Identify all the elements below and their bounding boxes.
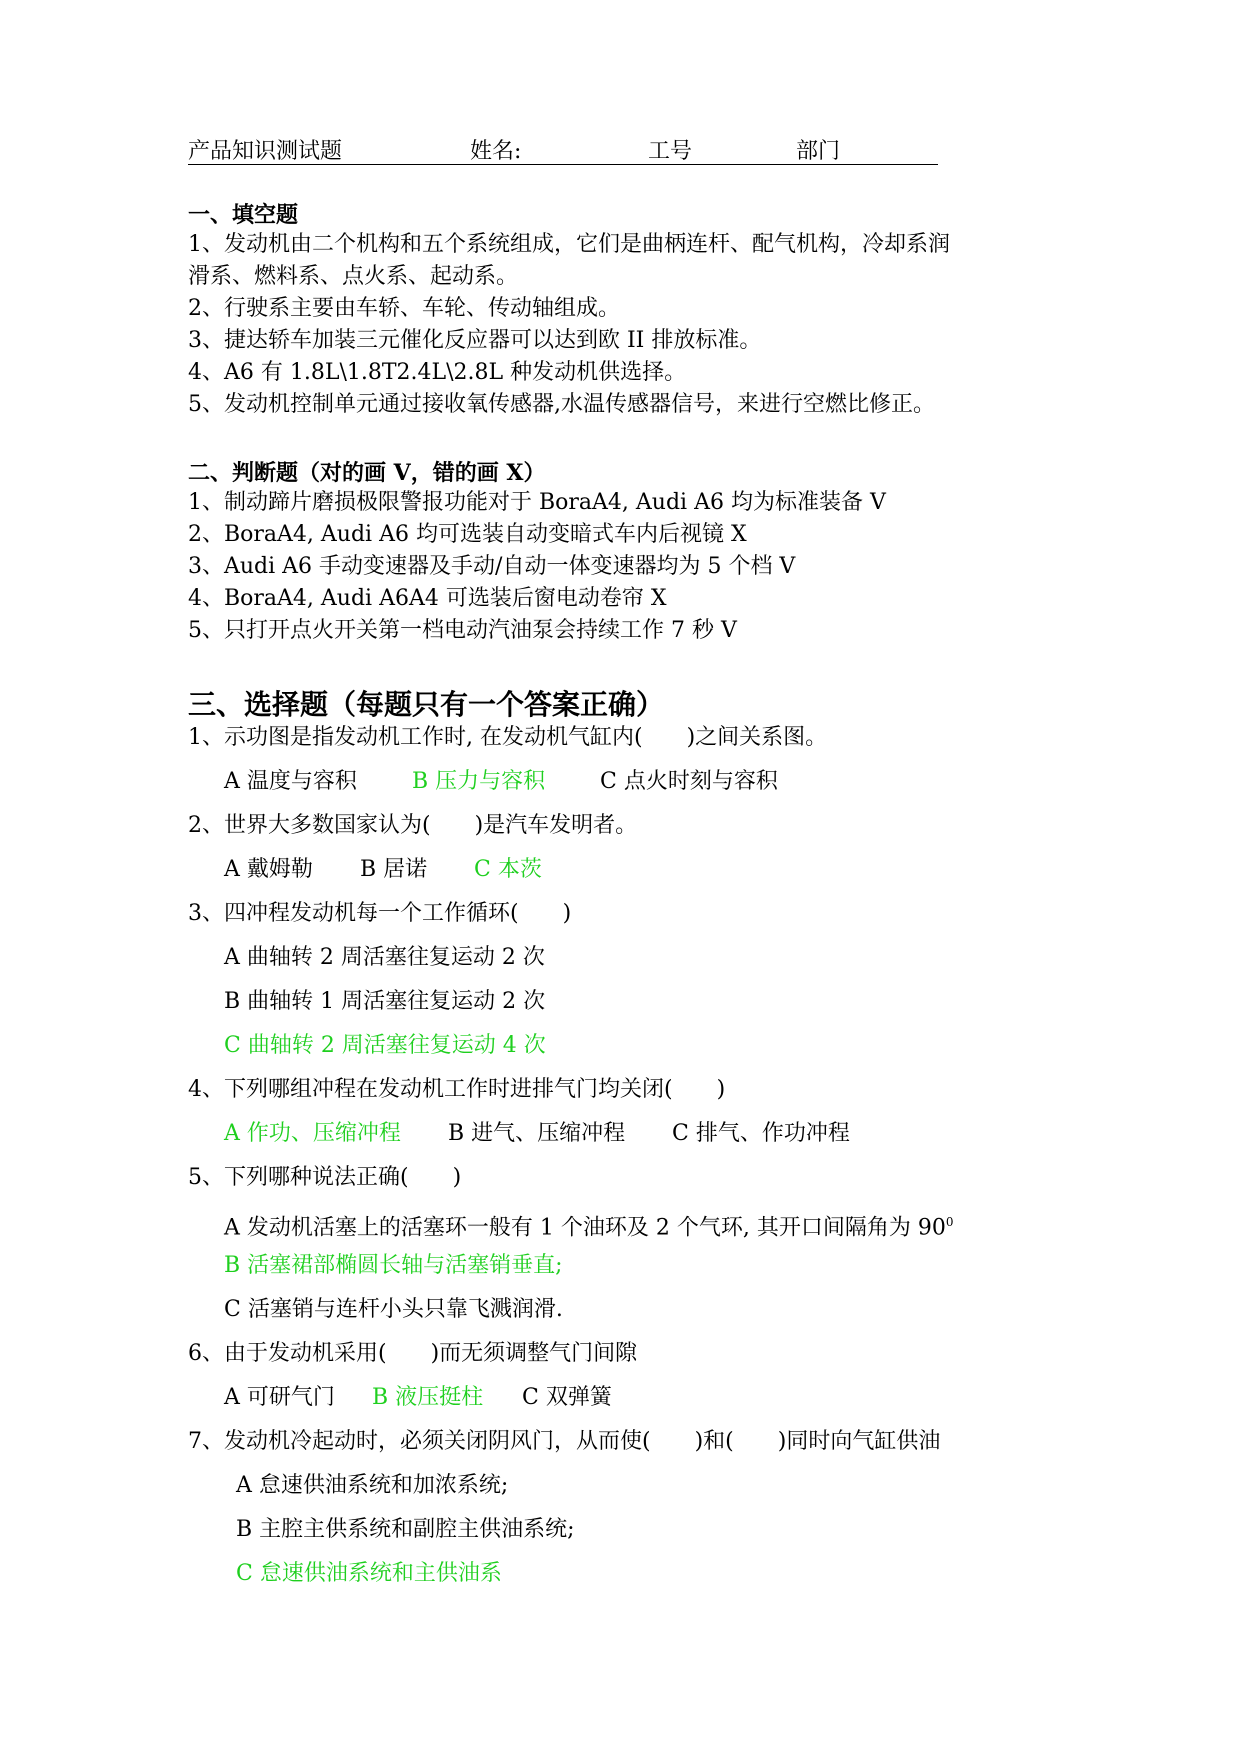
q5-option-b-answer: B 活塞裙部椭圆长轴与活塞销垂直; [224, 1253, 563, 1278]
q2-option-c-answer: C 本茨 [474, 857, 542, 882]
q5-option-c: C 活塞销与连杆小头只靠飞溅润滑. [224, 1297, 563, 1322]
q4-option-a-answer: A 作功、压缩冲程 [224, 1121, 401, 1146]
question-3: 3、四冲程发动机每一个工作循环( ) [188, 901, 572, 926]
section2-line: 2、BoraA4, Audi A6 均可选装自动变暗式车内后视镜 X [188, 522, 747, 547]
question-1: 1、示功图是指发动机工作时, 在发动机气缸内( )之间关系图。 [188, 725, 828, 750]
q4-option-c: C 排气、作功冲程 [672, 1121, 850, 1146]
q4-option-b: B 进气、压缩冲程 [448, 1121, 626, 1146]
q5-option-a [224, 1206, 953, 1244]
section2-heading: 二、判断题（对的画 V，错的画 X） [188, 460, 546, 486]
section2-line: 4、BoraA4, Audi A6A4 可选装后窗电动卷帘 X [188, 586, 667, 611]
q6-option-c: C 双弹簧 [522, 1385, 612, 1410]
section1-line: 滑系、燃料系、点火系、起动系。 [188, 264, 519, 289]
q3-option-c-answer: C 曲轴转 2 周活塞往复运动 4 次 [224, 1033, 546, 1058]
q3-option-b: B 曲轴转 1 周活塞往复运动 2 次 [224, 989, 546, 1014]
name-label: 姓名: [470, 139, 522, 164]
section2-line: 1、制动蹄片磨损极限警报功能对于 BoraA4, Audi A6 均为标准装备 V [188, 490, 886, 515]
question-4: 4、下列哪组冲程在发动机工作时进排气门均关闭( ) [188, 1077, 726, 1102]
q1-option-a: A 温度与容积 [224, 769, 357, 794]
q7-option-c-answer: C 怠速供油系统和主供油系 [236, 1561, 502, 1586]
q3-option-a: A 曲轴转 2 周活塞往复运动 2 次 [224, 945, 545, 970]
section3-heading: 三、选择题（每题只有一个答案正确） [188, 688, 665, 721]
question-5: 5、下列哪种说法正确( ) [188, 1165, 462, 1190]
section1-line: 1、发动机由二个机构和五个系统组成，它们是曲柄连杆、配气机构，冷却系润 [188, 232, 950, 257]
section2-line: 3、Audi A6 手动变速器及手动/自动一体变速器均为 5 个档 V [188, 554, 796, 579]
q1-option-b-answer: B 压力与容积 [412, 769, 546, 794]
q7-option-b: B 主腔主供系统和副腔主供油系统; [236, 1517, 575, 1542]
degree-superscript: 0 [945, 1215, 954, 1229]
question-2: 2、世界大多数国家认为( )是汽车发明者。 [188, 813, 638, 838]
header-title: 产品知识测试题 [188, 139, 343, 164]
question-6: 6、由于发动机采用( )而无须调整气门间隙 [188, 1341, 638, 1366]
dept-label: 部门 [796, 139, 841, 164]
question-7: 7、发动机冷起动时，必须关闭阴风门，从而使( )和( )同时向气缸供油 [188, 1429, 941, 1454]
section1-line: 2、行驶系主要由车轿、车轮、传动轴组成。 [188, 296, 620, 321]
q5-option-a-text: A 发动机活塞上的活塞环一般有 1 个油环及 2 个气环, 其开口间隔角为 90 [224, 1215, 946, 1241]
section1-heading: 一、填空题 [188, 202, 299, 228]
section2-line: 5、只打开点火开关第一档电动汽油泵会持续工作 7 秒 V [188, 618, 737, 643]
q7-option-a: A 怠速供油系统和加浓系统; [236, 1473, 509, 1498]
q2-option-a: A 戴姆勒 [224, 857, 313, 882]
q1-option-c: C 点火时刻与容积 [600, 769, 778, 794]
q6-option-b-answer: B 液压挺柱 [372, 1385, 484, 1410]
q2-option-b: B 居诺 [360, 857, 428, 882]
section1-line: 3、捷达轿车加装三元催化反应器可以达到欧 II 排放标准。 [188, 328, 762, 353]
header-line [188, 134, 938, 165]
id-label: 工号 [648, 139, 693, 164]
section1-line: 5、发动机控制单元通过接收氧传感器,水温传感器信号，来进行空燃比修正。 [188, 392, 935, 417]
q6-option-a: A 可研气门 [224, 1385, 335, 1410]
section1-line: 4、A6 有 1.8L\1.8T2.4L\2.8L 种发动机供选择。 [188, 360, 687, 385]
